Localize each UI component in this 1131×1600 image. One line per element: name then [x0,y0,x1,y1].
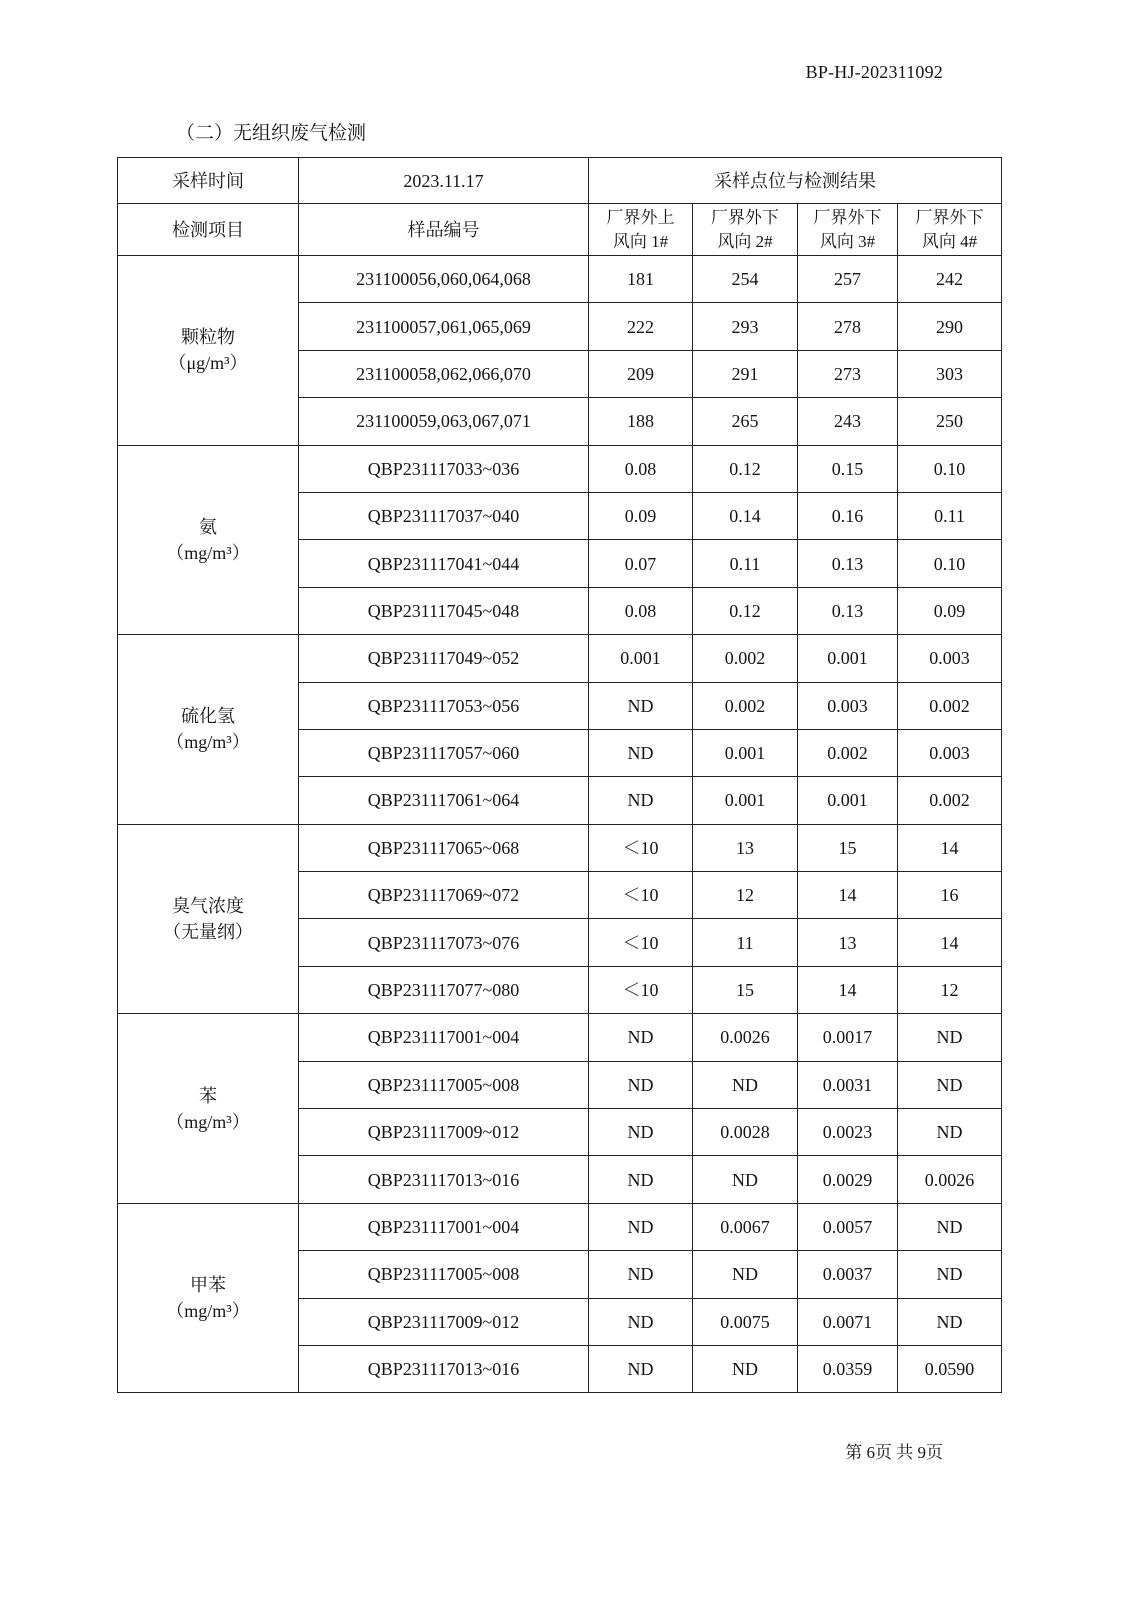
result-value-cell: ND [589,1203,693,1250]
result-value-cell: 0.14 [693,492,798,539]
result-value-cell: 0.10 [898,540,1002,587]
result-value-cell: 0.0031 [798,1061,898,1108]
sample-id-label: 样品编号 [299,204,589,256]
table-row [118,635,1002,682]
sample-id-cell: 231100058,062,066,070 [299,350,589,397]
header-row-2 [118,204,1002,256]
sample-id-cell: QBP231117037~040 [299,492,589,539]
result-value-cell: 0.11 [898,492,1002,539]
result-value-cell: 13 [693,824,798,871]
result-value-cell: 243 [798,398,898,445]
result-value-cell: ND [898,1061,1002,1108]
test-item-name: 臭气浓度 [172,895,244,916]
result-value-cell: 265 [693,398,798,445]
result-value-cell: 0.08 [589,587,693,634]
result-value-cell: 0.10 [898,445,1002,492]
result-value-cell: 0.0028 [693,1109,798,1156]
result-value-cell: 12 [898,966,1002,1013]
result-value-cell: 0.002 [798,729,898,776]
result-value-cell: 242 [898,256,1002,303]
test-item-cell [118,256,299,446]
point-line-2: 风向 2# [717,231,773,251]
result-value-cell: ND [589,1251,693,1298]
result-value-cell: ND [589,1061,693,1108]
table-row [118,1014,1002,1061]
test-item-name: 颗粒物 [181,327,235,348]
result-value-cell: 0.0037 [798,1251,898,1298]
header-point-4 [898,204,1002,256]
result-value-cell: 0.0067 [693,1203,798,1250]
result-value-cell: 250 [898,398,1002,445]
results-label: 采样点位与检测结果 [589,158,1002,204]
result-value-cell: 0.08 [589,445,693,492]
result-value-cell: 14 [798,872,898,919]
result-value-cell: 0.001 [693,777,798,824]
table-row [118,256,1002,303]
result-value-cell: ND [589,1109,693,1156]
result-value-cell: 254 [693,256,798,303]
result-value-cell: ND [589,1014,693,1061]
sample-id-cell: QBP231117065~068 [299,824,589,871]
test-item-cell [118,1203,299,1393]
header-point-3 [798,204,898,256]
result-value-cell: ND [589,1345,693,1392]
result-value-cell: 0.0026 [693,1014,798,1061]
sample-id-cell: QBP231117005~008 [299,1251,589,1298]
sample-id-cell: QBP231117001~004 [299,1203,589,1250]
result-value-cell: 0.0026 [898,1156,1002,1203]
result-value-cell: ＜10 [589,966,693,1013]
point-line-1: 厂界外下 [915,207,984,227]
sample-id-cell: QBP231117045~048 [299,587,589,634]
sample-id-cell: QBP231117005~008 [299,1061,589,1108]
sample-id-cell: QBP231117057~060 [299,729,589,776]
page-number: 第 6页 共 9页 [845,1443,943,1462]
result-value-cell: 13 [798,919,898,966]
result-value-cell: 209 [589,350,693,397]
result-value-cell: 0.0017 [798,1014,898,1061]
result-value-cell: 0.13 [798,587,898,634]
result-value-cell: 0.002 [898,777,1002,824]
result-value-cell: ＜10 [589,872,693,919]
point-line-2: 风向 1# [612,231,669,251]
result-value-cell: 0.001 [798,635,898,682]
sample-id-cell: QBP231117061~064 [299,777,589,824]
result-value-cell: ND [693,1251,798,1298]
result-value-cell: 0.15 [798,445,898,492]
sample-id-cell: QBP231117009~012 [299,1109,589,1156]
result-value-cell: ＜10 [589,824,693,871]
sample-id-cell: QBP231117013~016 [299,1345,589,1392]
result-value-cell: 0.0359 [798,1345,898,1392]
result-value-cell: 303 [898,350,1002,397]
section-title: （二）无组织废气检测 [176,123,367,144]
result-value-cell: 0.003 [898,729,1002,776]
result-value-cell: 11 [693,919,798,966]
point-line-2: 风向 3# [819,231,876,251]
result-value-cell: 278 [798,303,898,350]
sample-id-cell: QBP231117041~044 [299,540,589,587]
test-item-name: 氨 [199,516,217,537]
result-value-cell: 0.16 [798,492,898,539]
test-item-cell [118,1014,299,1204]
result-value-cell: 16 [898,872,1002,919]
result-value-cell: 0.12 [693,587,798,634]
result-value-cell: ND [589,729,693,776]
table-row [118,445,1002,492]
result-value-cell: 0.0057 [798,1203,898,1250]
result-value-cell: ND [589,777,693,824]
result-value-cell: 0.003 [798,682,898,729]
result-value-cell: 181 [589,256,693,303]
result-value-cell: 14 [898,919,1002,966]
result-value-cell: ND [693,1156,798,1203]
result-value-cell: 222 [589,303,693,350]
result-value-cell: ND [693,1345,798,1392]
sample-id-cell: QBP231117049~052 [299,635,589,682]
sample-id-cell: QBP231117069~072 [299,872,589,919]
result-value-cell: 290 [898,303,1002,350]
result-value-cell: 0.001 [798,777,898,824]
sample-id-cell: QBP231117001~004 [299,1014,589,1061]
point-line-1: 厂界外下 [711,207,779,227]
result-value-cell: 15 [798,824,898,871]
results-body [118,256,1002,1393]
sample-id-cell: QBP231117013~016 [299,1156,589,1203]
test-item-unit: （mg/m³） [166,1111,250,1132]
sampling-time-label: 采样时间 [118,158,299,204]
result-value-cell: 0.001 [589,635,693,682]
sample-id-cell: QBP231117033~036 [299,445,589,492]
test-item-name: 甲苯 [190,1275,226,1296]
test-item-name: 苯 [199,1085,217,1106]
result-value-cell: ND [589,682,693,729]
result-value-cell: ND [589,1156,693,1203]
result-value-cell: 0.0071 [798,1298,898,1345]
result-value-cell: 0.002 [693,635,798,682]
sample-id-cell: 231100059,063,067,071 [299,398,589,445]
result-value-cell: 0.002 [898,682,1002,729]
result-value-cell: ND [898,1109,1002,1156]
result-value-cell: ND [589,1298,693,1345]
result-value-cell: 0.002 [693,682,798,729]
test-item-unit: （mg/m³） [166,732,250,753]
table-row [118,1203,1002,1250]
sample-id-cell: QBP231117073~076 [299,919,589,966]
point-line-1: 厂界外上 [606,207,675,227]
sample-id-cell: QBP231117009~012 [299,1298,589,1345]
result-value-cell: 188 [589,398,693,445]
result-value-cell: ND [898,1298,1002,1345]
test-item-name: 硫化氢 [181,706,235,727]
test-item-cell [118,635,299,825]
result-value-cell: 14 [798,966,898,1013]
point-line-1: 厂界外下 [813,207,882,227]
result-value-cell: 0.0590 [898,1345,1002,1392]
result-value-cell: ND [898,1251,1002,1298]
result-value-cell: 0.13 [798,540,898,587]
test-item-cell [118,445,299,635]
result-value-cell: 273 [798,350,898,397]
sample-id-cell: QBP231117077~080 [299,966,589,1013]
result-value-cell: 0.0023 [798,1109,898,1156]
result-value-cell: 0.003 [898,635,1002,682]
sample-id-cell: QBP231117053~056 [299,682,589,729]
sampling-date: 2023.11.17 [299,158,589,204]
test-item-unit: （mg/m³） [166,1301,250,1322]
result-value-cell: ND [898,1014,1002,1061]
result-value-cell: 0.07 [589,540,693,587]
result-value-cell: 14 [898,824,1002,871]
result-value-cell: 12 [693,872,798,919]
document-id: BP-HJ-202311092 [805,62,943,82]
result-value-cell: 0.12 [693,445,798,492]
result-value-cell: 0.09 [589,492,693,539]
result-value-cell: 0.0029 [798,1156,898,1203]
result-value-cell: 0.11 [693,540,798,587]
test-item-cell [118,824,299,1014]
result-value-cell: 257 [798,256,898,303]
result-value-cell: 291 [693,350,798,397]
result-value-cell: 15 [693,966,798,1013]
header-point-2 [693,204,798,256]
test-item-label: 检测项目 [118,204,299,256]
test-item-unit: （无量纲） [163,921,253,942]
test-item-unit: （μg/m³） [168,353,248,374]
point-line-2: 风向 4# [921,231,978,251]
result-value-cell: 0.0075 [693,1298,798,1345]
header-row-1 [118,158,1002,204]
results-table [117,157,1002,1393]
test-item-unit: （mg/m³） [166,542,250,563]
sample-id-cell: 231100056,060,064,068 [299,256,589,303]
result-value-cell: 0.09 [898,587,1002,634]
result-value-cell: ND [693,1061,798,1108]
header-point-1 [589,204,693,256]
result-value-cell: 0.001 [693,729,798,776]
table-row [118,824,1002,871]
result-value-cell: ND [898,1203,1002,1250]
result-value-cell: ＜10 [589,919,693,966]
sample-id-cell: 231100057,061,065,069 [299,303,589,350]
result-value-cell: 293 [693,303,798,350]
